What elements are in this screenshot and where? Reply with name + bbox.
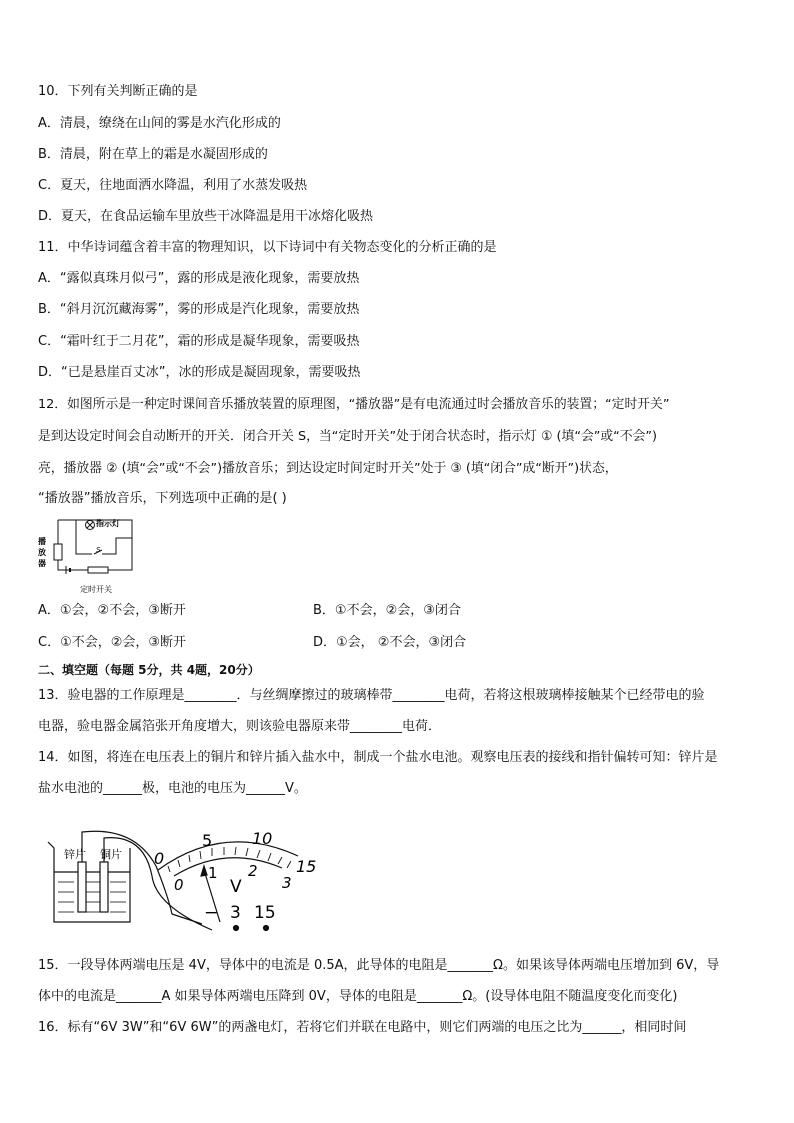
q10-option-d: D．夏天，在食品运输车里放些干冰降温是用干冰熔化吸热 <box>38 209 374 224</box>
lower-scale-3: 3 <box>282 874 292 892</box>
q10-option-a: A．清晨，缭绕在山间的雾是水汽化形成的 <box>38 116 281 131</box>
q12-line-2: 是到达设定时间会自动断开的开关．闭合开关 S，当“定时开关”处于闭合状态时，指示灯 ① (填“会”或“不会”) <box>38 429 658 444</box>
q11-option-b: B．“斜月沉沉藏海雾”，雾的形成是汽化现象，需要放热 <box>38 302 360 317</box>
q14-line-2: 盐水电池的______极，电池的电压为______V。 <box>38 781 307 796</box>
upper-scale-5: 5 <box>202 831 213 850</box>
q10-option-c: C．夏天，往地面洒水降温，利用了水蒸发吸热 <box>38 178 308 193</box>
terminal-15: 15 <box>254 903 276 923</box>
volt-unit-label: V <box>230 877 242 897</box>
q12-option-a: A．①会，②不会，③断开 <box>38 603 186 618</box>
q10-option-b: B．清晨，附在草上的霜是水凝固形成的 <box>38 147 268 162</box>
q12-line-3: 亮，播放器 ② (填“会”或“不会”)播放音乐；到达设定时间定时开关”处于 ③ (填“闭合”成“断开”)状态， <box>38 461 618 476</box>
switch-s-label: S <box>96 546 101 554</box>
lamp-label: 指示灯 <box>96 519 120 528</box>
upper-scale-10: 10 <box>252 829 273 848</box>
q15-line-1: 15．一段导体两端电压是 4V，导体中的电流是 0.5A，此导体的电阻是_______Ω。如果该导体两端电压增加到 6V，导 <box>38 958 720 973</box>
player-label-1: 播 <box>38 537 46 546</box>
q12-line-1: 12．如图所示是一种定时课间音乐播放装置的原理图，“播放器”是有电流通过时会播放音乐的装置；“定时开关” <box>38 397 670 412</box>
lower-scale-1: 1 <box>208 864 218 882</box>
upper-scale-0: 0 <box>154 849 165 868</box>
q12-option-d: D．①会， ②不会，③闭合 <box>313 635 467 650</box>
q11-option-d: D．“已是悬崖百丈冰”，冰的形成是凝固现象，需要吸热 <box>38 365 361 380</box>
q11-stem: 11．中华诗词蕴含着丰富的物理知识，以下诗词中有关物态变化的分析正确的是 <box>38 240 497 255</box>
q13-line-1: 13．验电器的工作原理是________．与丝绸摩擦过的玻璃棒带________电荷，若将这根玻璃棒接触某个已经带电的验 <box>38 688 705 703</box>
section-2-heading: 二、填空题（每题 5分，共 4题，20分） <box>38 663 260 677</box>
zinc-label: 锌片 <box>64 848 86 861</box>
lower-scale-0: 0 <box>174 876 184 894</box>
q12-line-4: “播放器”播放音乐，下列选项中正确的是( ) <box>38 491 287 506</box>
q12-option-b: B．①不会，②会，③闭合 <box>313 603 461 618</box>
upper-scale-15: 15 <box>296 857 317 876</box>
q14-line-1: 14．如图，将连在电压表上的铜片和锌片插入盐水中，制成一个盐水电池。观察电压表的接线和指针偏转可知：锌片是 <box>38 750 718 765</box>
timer-switch-label: 定时开关 <box>80 585 112 594</box>
player-label-2: 放 <box>38 548 46 557</box>
terminal-negative: − <box>204 903 219 923</box>
q16-line-1: 16．标有“6V 3W”和“6V 6W”的两盏电灯，若将它们并联在电路中，则它们两端的电压之比为______，相同时间 <box>38 1020 687 1035</box>
lower-scale-2: 2 <box>248 862 258 880</box>
terminal-3: 3 <box>230 903 241 923</box>
player-label-3: 器 <box>38 559 46 568</box>
q12-option-c: C．①不会，②会，③断开 <box>38 635 187 650</box>
q15-line-2: 体中的电流是_______A 如果导体两端电压降到 0V，导体的电阻是_______Ω。(设导体电阻不随温度变化而变化) <box>38 989 678 1004</box>
q14-salt-battery-figure <box>44 826 334 938</box>
q10-stem: 10．下列有关判断正确的是 <box>38 84 198 99</box>
q11-option-a: A．“露似真珠月似弓”，露的形成是液化现象，需要放热 <box>38 271 360 286</box>
copper-label: 铜片 <box>100 848 122 861</box>
q12-circuit-diagram <box>36 514 146 600</box>
q11-option-c: C．“霜叶红于二月花”，霜的形成是凝华现象，需要吸热 <box>38 334 360 349</box>
q13-line-2: 电器，验电器金属箔张开角度增大，则该验电器原来带________电荷． <box>38 719 442 734</box>
